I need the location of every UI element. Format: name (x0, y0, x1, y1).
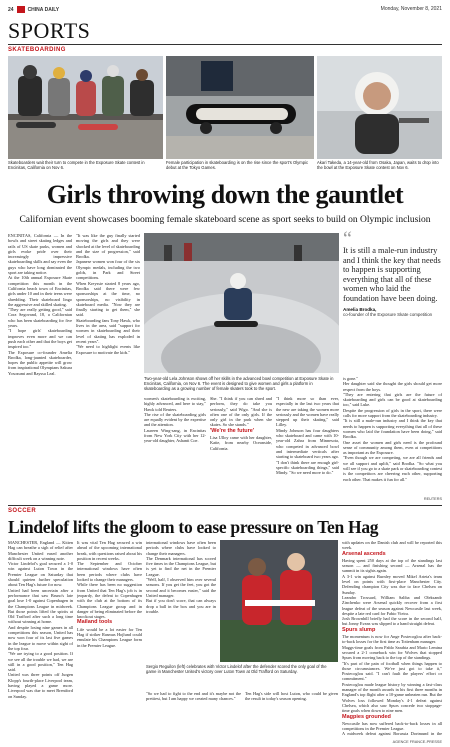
story1-deck: Californian event showcases booming female skateboard scene as sport seeks to build on Olympic inclusion (19, 215, 431, 225)
story2-column-4: "So we had to fight to the end and it's maybe not the prettiest, but I am happy we created many chances." (146, 691, 241, 702)
photo-skateboarders-waiting (8, 56, 163, 159)
story1-photo-caption: Two-year-old Lela Johnson shows off her skills in the advanced bowl competition at Exposure Skate in Encinitas, California, on Nov 6. The event is designed to give women and girls a platform in skateboarding as a growing number of female skaters took to the sport. (144, 376, 334, 392)
story1-headline: Girls throwing down the gauntlet (46, 180, 404, 209)
pull-quote-role: co-founder of the Exposure Skate competition (343, 311, 433, 317)
story2-column-5: Ten Hag's side will host Luton, who could be given the result in today's season opening. (245, 691, 338, 702)
section-title: SPORTS (8, 18, 91, 43)
photo-skateboard-deck (166, 56, 314, 159)
subhead-arsenal: Arsenal ascends (342, 550, 386, 557)
caption-3: Akari Takeda, a 14-year-old from Osaka, Japan, waits to drop into the bowl at the Exposure Skate contest on Nov 6. (317, 160, 439, 171)
story1-kicker: SKATEBOARDING (8, 47, 66, 53)
issue-date: Monday, November 8, 2021 (380, 6, 442, 12)
story1-column-6: is gone." Her daughter said she thought the girls should get more respect from the boys. "They are entering that girls are the future of skateboarding and girls can be good at skateboarding too," said Luke. Despite the progression of girls in the sport, there were calls for more support from the skateboarding industry. "It is still a male-run industry and I think the key that needs to happen is supporting everything that all of these women who laid the foundation have been doing," said Brodka. One asset the women and girls need is the profound sense of community among them, even at competitions as important as the Exposure. "Even though we are competing, we are all friends and we all support and uplift," said Brodka. "So what you will see if you go to a skate park or skateboarding contest is the competitors are cheering each other, supporting each other. That makes it fun for all." (343, 376, 442, 482)
subhead-future: 'We're the future' (210, 427, 255, 434)
pull-quote-name: Amelia Brodka, (343, 306, 377, 312)
story1-column-1: ENCINITAS, California — In the bowls and street skating ledges and rails of US skate parks, women and girls evoke pride over their increasingly impressive skateboarding skills and say even the guys who have long dominated the sport are taking notice. At the 10th annual Exposure Skate competition this month in the California beach town of Encinitas, girls under 10 and in their teens were shredding. Their skateboard lingo the aggressive and skilled skating. "They are really getting good," said Cora Segovand, 18, a Californian who has been skateboarding for five years. "I hope girls' skateboarding improves even more and we can push each other and that the boys get inspired too." The Exposure co-founder Amelia Brodka, long-jaunted skateboarder, hopes the public appetite will grow from inspirational Olympians Sakura Yosozumi and Rayssa Leal. (8, 233, 72, 376)
story1-column-5: "I think more so than ever, especially in the last two years that the new are taking the women more seriously and the women have really stepped up their skating," said Lilley. Mindy Johnson has four daughters who skateboard and came with 10-year-old Zahra from Minnesota, who competed in advanced bowl and intermediate verticals after starting to skateboard two years ago. "I don't think there are enough girl-specific skateboarding things," said Mindy. "So we need more to do." (276, 396, 339, 476)
story2-column-2: It was vital Ten Hag secured a win ahead of the upcoming international break, with questions raised about his position in recent weeks. The September and October international windows have often been periods where clubs have looked to change their managers. While there has been no suggestion from United that Ten Hag's job is in jeopardy, the defeat to Copenhagen with the club at the bottom of its Champions League group and in danger of being eliminated before the knockout stages. Mailand tools Life would be a lot easier for Ten Hag if striker Rasmus Hojlund could emulate his Champions League form in the Premier League. (77, 540, 142, 648)
story2-photo-caption: Sergio Reguilon (left) celebrates with Victor Lindelof after the defender scored the only goal of the game in Manchester United's victory over Luton Town at Old Trafford on Saturday. (146, 664, 327, 675)
story1-column-2: "It was like the guy finally started moving the girls and they were shocked at the level of skateboarding and the size of progression," said Brodka. Japanese women won four of the six Olympic medals, including the two golds, in Park and Street competitions. When Kreyssie started 8 years ago, Brodka said there were few sponsorships at the time, no sponsorships, no visibility in skateboard media. "Now they are finally starting to get them," she said. Skateboarding fans Tony Hawk, who lives in the area, said "support for women in skateboarding and their level of skating has exploded in recent years". "We need to highlight events like Exposure to motivate the kids." (76, 233, 140, 355)
masthead (8, 6, 442, 16)
china-daily-logo: 24 CHINA DAILY (8, 6, 60, 13)
story2-column-1: MANCHESTER, England — Kitten Hag can breathe a sigh of relief after Manchester United eased another difficult week on a winning note. Victor Lindelof's goal secured a 1-0 win against Luton Town in the Premier League on Saturday that should quieten further speculation about Ten Hag's future for now. United had been uncertain after a performance that saw Bruno's late goal lose 1-0 against Copenhagen in the Champions League in midweek. But those points lifted the spirits at Old Trafford after such a long time without winning at home. And despite losing nine games in all competitions this season, United has now won four of its last five games in the league to move within sight of the top four. "We are trying to a good position. If we see all the trouble we had, we are still in a good position," Ten Hag said. United was three points off Jurgen Klopp's fourth-place Liverpool team, having played a game more. Liverpool was due to meet Brentford on Sunday. (8, 540, 73, 699)
caption-2: Female participation in skateboarding is on the rise since the sport's Olympic debut at the Tokyo Games. (166, 160, 309, 171)
photo-lela-johnson-bowl (144, 233, 339, 373)
quote-mark-icon: “ (343, 228, 352, 250)
photo-lindelof-celebration (220, 540, 338, 662)
logo-mark-icon (17, 6, 25, 13)
story1-column-3: women's skateboarding is exciting, highly advanced, and here to stay," Hawk told Reuters. The rise of the skateboarding girls are equally evident by the expertise and the attention. Laureen Wing-sang, in Encinitas from New York City with her 12-year-old daughter, Ashanti Coe. (144, 396, 206, 444)
photo-akari-takeda (317, 56, 442, 159)
story2-column-6: with updates on the Danish club and will be reported this week. Arsenal ascends Having spent 250 days at the top of the standings last season — and finishing second — Arsenal has the summit in its sights again. A 3-1 win against Burnley moved Mikel Arteta's team level on points with first-place Manchester City. Defending champion City was due to face Chelsea on Sunday. Leandro Trossard, William Saliba and Oleksandr Zinchenko were Arsenal quickly recover from a first league defeat of the season against Newcastle last week, despite a late red card for Fabio Vieira. Josh Brownhill briefly had the score in the second half, but Jonny Evans was slipped to a hand straight defeat. Spurs slump The momentum is now for Ange Postecoglou after back-to-back losses for the first time as Tottenham manager. Maggs-time goals from Pablo Sarabia and Mario Lemina secured a 2-1 comeback win for Wolves that stopped Spurs from moving back to the top of the standings. "It's part of the pain of football when things happen to those circumstances. We've just got to take it," Postecoglou said. "I can't fault the players' effort or commitment." Postecoglou made league history by winning a fast-class manager of the month awards in his first three months in England's top flight after a 10-game unbeaten run. But the Wolves loss followed Monday's 4-1 defeat against Chelsea, which also saw Spurs concede two stoppage-time goals when down to nine men. Magpies grounded Newcastle has now suffered back-to-back losses in all competitions in the Premier League. A midweek defeat against Borussia Dortmund in the (342, 540, 442, 737)
story1-column-4: She. "I think if you can shred and perform, they do take you seriously," said Wigo. "And she is often one of the only girls. If the only girl in the park when she skates. So she stands." 'We're the future' Lisa Ulloy came with her daughter, Katie, from nearby Oceanside, California. (210, 396, 272, 451)
story2-kicker: SOCCER (8, 508, 37, 514)
story2-byline: AGENCE FRANCE-PRESSE (392, 740, 442, 744)
story2-rule (8, 505, 442, 506)
section-rule (8, 44, 442, 45)
subhead-spurs: Spurs slump (342, 626, 376, 633)
pull-quote-text: It is still a male-run industry and I think the key that needs to happen is supporting everything that all of these women who laid the foundation have been doing. (343, 246, 441, 303)
story2-headline: Lindelof lifts the gloom to ease pressure on Ten Hag (8, 517, 379, 537)
subhead-magpies: Magpies grounded (342, 713, 391, 720)
pull-quote (343, 228, 442, 317)
story1-byline: REUTERS (423, 497, 442, 501)
subhead-mailand-tools: Mailand tools (77, 619, 113, 626)
caption-1: Skateboarders wait their turn to compete in the Exposure Skate contest in Encinitas, California on Nov 6. (8, 160, 145, 171)
story2-column-3: international windows have often been periods where clubs have looked to change their managers. The Denmark international has scored five times in the Champions League, but is yet to find the net in the Premier League. "Well, half, I observed him over several seasons. If you get the feet, you got the second and it becomes easier," said the United manager. But if you don't score, that can always drop a ball in the box and you are in trouble. (146, 540, 216, 614)
